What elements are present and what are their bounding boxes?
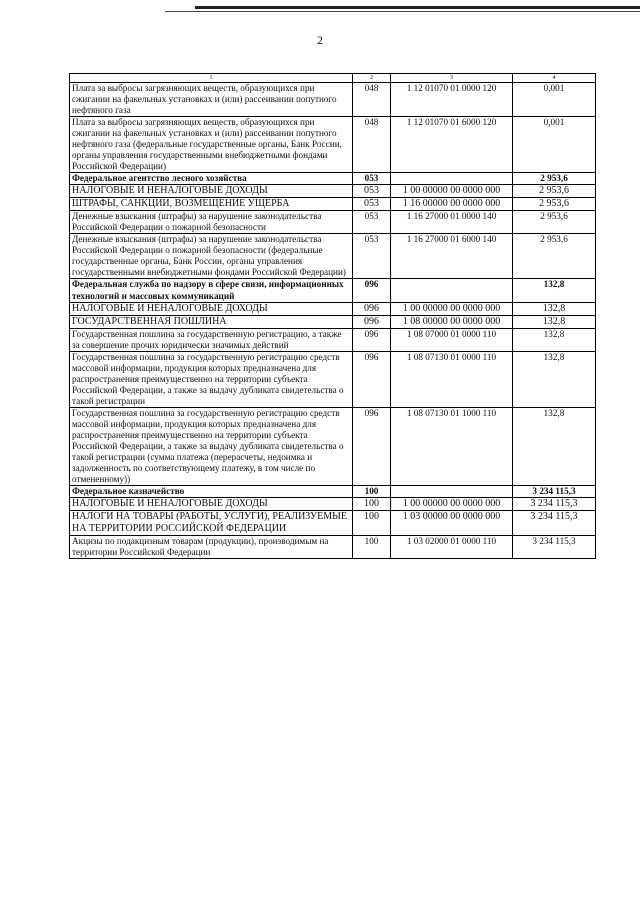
- row-admin-code-cell: 100: [353, 511, 391, 536]
- row-revenue-code-cell: 1 08 07130 01 1000 110: [391, 407, 513, 485]
- top-rule-thin: [165, 11, 640, 12]
- row-amount-cell: 3 234 115,3: [513, 485, 596, 497]
- table-row: [70, 279, 596, 302]
- row-name-cell: Федеральное агентство лесного хозяйства: [70, 173, 353, 185]
- row-amount-cell: 2 953,6: [513, 234, 596, 279]
- row-revenue-code-cell: [391, 173, 513, 185]
- table-row: [70, 173, 596, 185]
- row-name-cell: НАЛОГОВЫЕ И НЕНАЛОГОВЫЕ ДОХОДЫ: [70, 302, 353, 315]
- page-number: 2: [317, 33, 323, 47]
- row-name-cell: ГОСУДАРСТВЕННАЯ ПОШЛИНА: [70, 315, 353, 328]
- row-admin-code-cell: 053: [353, 173, 391, 185]
- row-admin-code-cell: 053: [353, 234, 391, 279]
- row-name-cell: Государственная пошлина за государственную регистрацию средств массовой информации, продукция которых предназначена для распространения преимущественно на территории субъекта Российской Федерации, а также за выдачу дубликата свидетельства о такой регистрации: [70, 351, 353, 407]
- row-revenue-code-cell: 1 00 00000 00 0000 000: [391, 302, 513, 315]
- table-row: [70, 211, 596, 234]
- table-row: [70, 498, 596, 511]
- row-revenue-code-cell: 1 16 27000 01 0000 140: [391, 211, 513, 234]
- row-amount-cell: 132,8: [513, 315, 596, 328]
- table-row: [70, 485, 596, 497]
- row-name-cell: Акцизы по подакцизным товарам (продукции), производимым на территории Российской Федерации: [70, 536, 353, 559]
- revenue-table: [69, 73, 596, 559]
- row-admin-code-cell: 096: [353, 328, 391, 351]
- row-name-cell: НАЛОГОВЫЕ И НЕНАЛОГОВЫЕ ДОХОДЫ: [70, 185, 353, 198]
- row-admin-code-cell: 100: [353, 485, 391, 497]
- row-amount-cell: 132,8: [513, 351, 596, 407]
- row-name-cell: ШТРАФЫ, САНКЦИИ, ВОЗМЕЩЕНИЕ УЩЕРБА: [70, 198, 353, 211]
- table-row: [70, 234, 596, 279]
- top-rule: [195, 6, 640, 9]
- row-revenue-code-cell: 1 16 00000 00 0000 000: [391, 198, 513, 211]
- row-revenue-code-cell: 1 00 00000 00 0000 000: [391, 498, 513, 511]
- row-admin-code-cell: 048: [353, 83, 391, 117]
- row-name-cell: Денежные взыскания (штрафы) за нарушение законодательства Российской Федерации о пожарной безопасности (федеральные государственные органы, Банк России, органы управления государственными внебюджетными фондами Российской Федерации): [70, 234, 353, 279]
- row-name-cell: Плата за выбросы загрязняющих веществ, образующихся при сжигании на факельных установках и (или) рассеивании попутного нефтяного газа: [70, 83, 353, 117]
- row-admin-code-cell: 100: [353, 498, 391, 511]
- table-row: [70, 302, 596, 315]
- row-amount-cell: 2 953,6: [513, 198, 596, 211]
- row-admin-code-cell: 096: [353, 351, 391, 407]
- table-row: [70, 511, 596, 536]
- row-admin-code-cell: 096: [353, 407, 391, 485]
- header-col-1: 1: [70, 74, 353, 83]
- row-admin-code-cell: 053: [353, 211, 391, 234]
- row-name-cell: Государственная пошлина за государственную регистрацию, а также за совершение прочих юридически значимых действий: [70, 328, 353, 351]
- row-admin-code-cell: 053: [353, 185, 391, 198]
- table-row: [70, 407, 596, 485]
- row-amount-cell: 0,001: [513, 83, 596, 117]
- row-name-cell: Федеральная служба по надзору в сфере связи, информационных технологий и массовых коммуникаций: [70, 279, 353, 302]
- row-admin-code-cell: 096: [353, 315, 391, 328]
- row-name-cell: Государственная пошлина за государственную регистрацию средств массовой информации, продукция которых предназначена для распространения преимущественно на территории субъекта Российской Федерации, а также за выдачу дубликата свидетельства о такой регистрации (сумма платежа (перерасчеты, недоимка и задолженность по соответствующему платежу, в том числе по отмененному)): [70, 407, 353, 485]
- row-revenue-code-cell: [391, 485, 513, 497]
- table-row: [70, 536, 596, 559]
- header-col-4: 4: [513, 74, 596, 83]
- row-admin-code-cell: 048: [353, 117, 391, 173]
- row-revenue-code-cell: 1 03 02000 01 0000 110: [391, 536, 513, 559]
- row-amount-cell: 0,001: [513, 117, 596, 173]
- row-amount-cell: 2 953,6: [513, 173, 596, 185]
- row-revenue-code-cell: 1 00 00000 00 0000 000: [391, 185, 513, 198]
- row-amount-cell: 2 953,6: [513, 185, 596, 198]
- row-revenue-code-cell: 1 08 07000 01 0000 110: [391, 328, 513, 351]
- row-revenue-code-cell: [391, 279, 513, 302]
- table-row: [70, 117, 596, 173]
- row-revenue-code-cell: 1 08 00000 00 0000 000: [391, 315, 513, 328]
- row-amount-cell: 3 234 115,3: [513, 536, 596, 559]
- row-admin-code-cell: 096: [353, 302, 391, 315]
- table-row: [70, 351, 596, 407]
- row-admin-code-cell: 100: [353, 536, 391, 559]
- table-row: [70, 198, 596, 211]
- row-revenue-code-cell: 1 03 00000 00 0000 000: [391, 511, 513, 536]
- row-amount-cell: 3 234 115,3: [513, 498, 596, 511]
- row-admin-code-cell: 096: [353, 279, 391, 302]
- row-name-cell: НАЛОГОВЫЕ И НЕНАЛОГОВЫЕ ДОХОДЫ: [70, 498, 353, 511]
- row-amount-cell: 132,8: [513, 328, 596, 351]
- header-col-3: 3: [391, 74, 513, 83]
- table-row: [70, 315, 596, 328]
- row-amount-cell: 132,8: [513, 302, 596, 315]
- row-admin-code-cell: 053: [353, 198, 391, 211]
- table-row: [70, 83, 596, 117]
- row-amount-cell: 132,8: [513, 279, 596, 302]
- header-col-2: 2: [353, 74, 391, 83]
- table-body: [70, 83, 596, 559]
- row-amount-cell: 132,8: [513, 407, 596, 485]
- row-revenue-code-cell: 1 12 01070 01 0000 120: [391, 83, 513, 117]
- table-row: [70, 328, 596, 351]
- row-name-cell: Плата за выбросы загрязняющих веществ, образующихся при сжигании на факельных установках и (или) рассеивании попутного нефтяного газа (федеральные государственные органы, Банк России, органы управления государственными внебюджетными фондами Российской Федерации): [70, 117, 353, 173]
- row-name-cell: НАЛОГИ НА ТОВАРЫ (РАБОТЫ, УСЛУГИ), РЕАЛИЗУЕМЫЕ НА ТЕРРИТОРИИ РОССИЙСКОЙ ФЕДЕРАЦИИ: [70, 511, 353, 536]
- row-revenue-code-cell: 1 16 27000 01 6000 140: [391, 234, 513, 279]
- row-revenue-code-cell: 1 08 07130 01 0000 110: [391, 351, 513, 407]
- row-amount-cell: 2 953,6: [513, 211, 596, 234]
- row-name-cell: Федеральное казначейство: [70, 485, 353, 497]
- row-amount-cell: 3 234 115,3: [513, 511, 596, 536]
- row-name-cell: Денежные взыскания (штрафы) за нарушение законодательства Российской Федерации о пожарной безопасности: [70, 211, 353, 234]
- table-row: [70, 185, 596, 198]
- table-header-row: [70, 74, 596, 83]
- row-revenue-code-cell: 1 12 01070 01 6000 120: [391, 117, 513, 173]
